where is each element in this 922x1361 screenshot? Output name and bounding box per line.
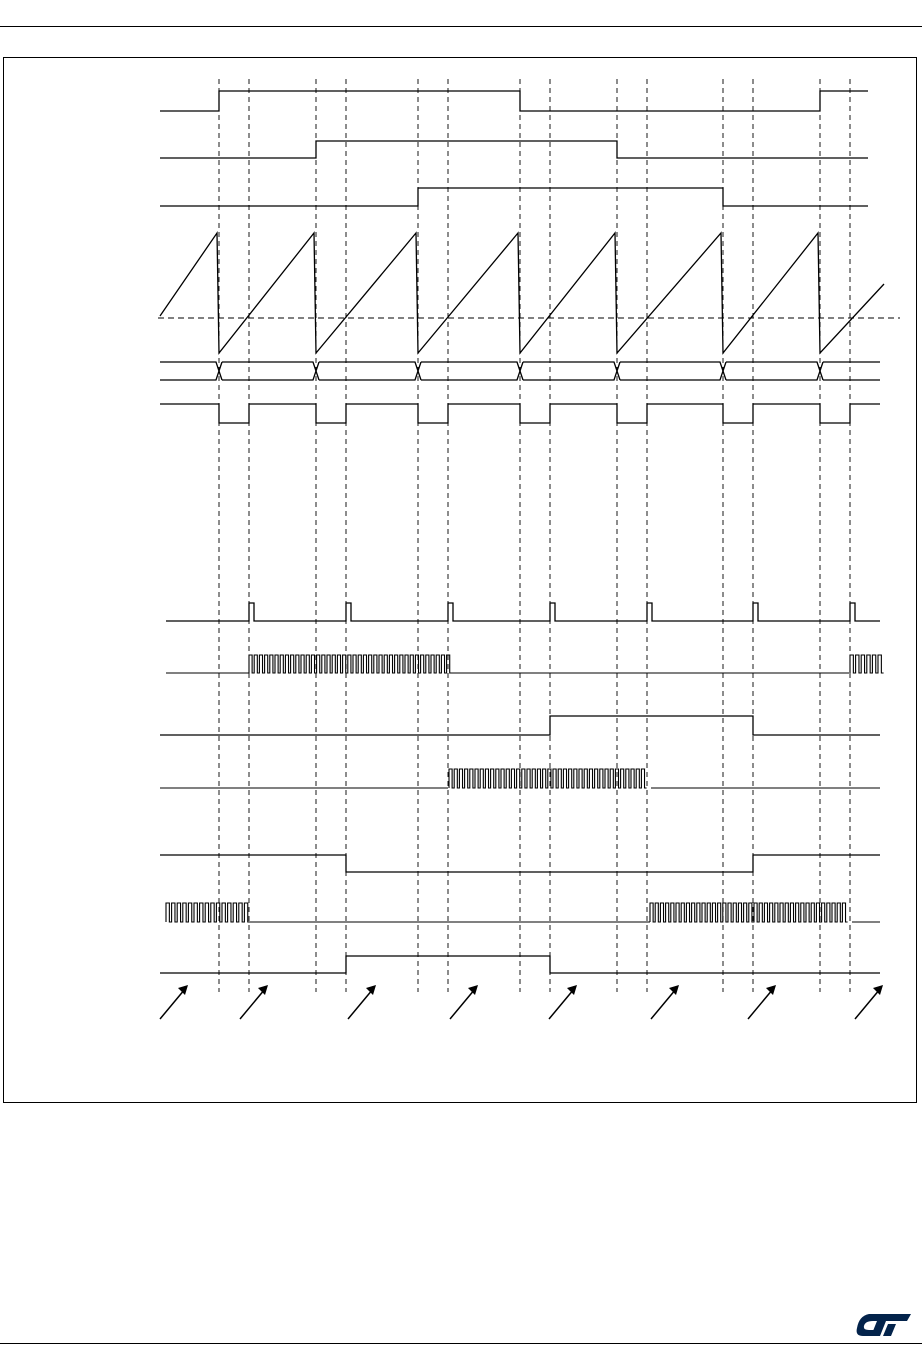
event-arrowhead-7 <box>766 985 776 995</box>
signal-blanking <box>160 404 880 423</box>
event-arrowhead-3 <box>366 985 376 995</box>
event-arrow-2 <box>240 989 265 1019</box>
signal-burst-3-lead <box>166 903 250 922</box>
signal-sawtooth <box>160 233 884 353</box>
event-arrow-7 <box>748 989 773 1019</box>
st-logo-icon <box>855 1310 915 1340</box>
event-arrow-1 <box>160 989 185 1019</box>
signal-trigger <box>166 603 880 621</box>
signal-burst-3 <box>650 903 848 922</box>
event-arrowhead-5 <box>567 985 577 995</box>
signal-phase-3 <box>160 188 868 206</box>
event-arrowhead-2 <box>258 985 268 995</box>
event-arrow-4 <box>450 989 475 1019</box>
event-arrow-3 <box>348 989 373 1019</box>
event-arrowhead-6 <box>669 985 679 995</box>
signal-burst-1-tail <box>850 655 884 673</box>
footer-rule <box>0 1343 922 1344</box>
signal-burst-1 <box>166 655 849 673</box>
event-arrow-5 <box>549 989 574 1019</box>
event-arrowhead-8 <box>873 985 883 995</box>
event-arrowhead-4 <box>468 985 478 995</box>
event-arrowhead-1 <box>178 985 188 995</box>
event-arrow-8 <box>855 989 880 1019</box>
signal-phase-2 <box>160 141 868 158</box>
signal-phase-1 <box>160 91 868 111</box>
event-arrow-6 <box>651 989 676 1019</box>
